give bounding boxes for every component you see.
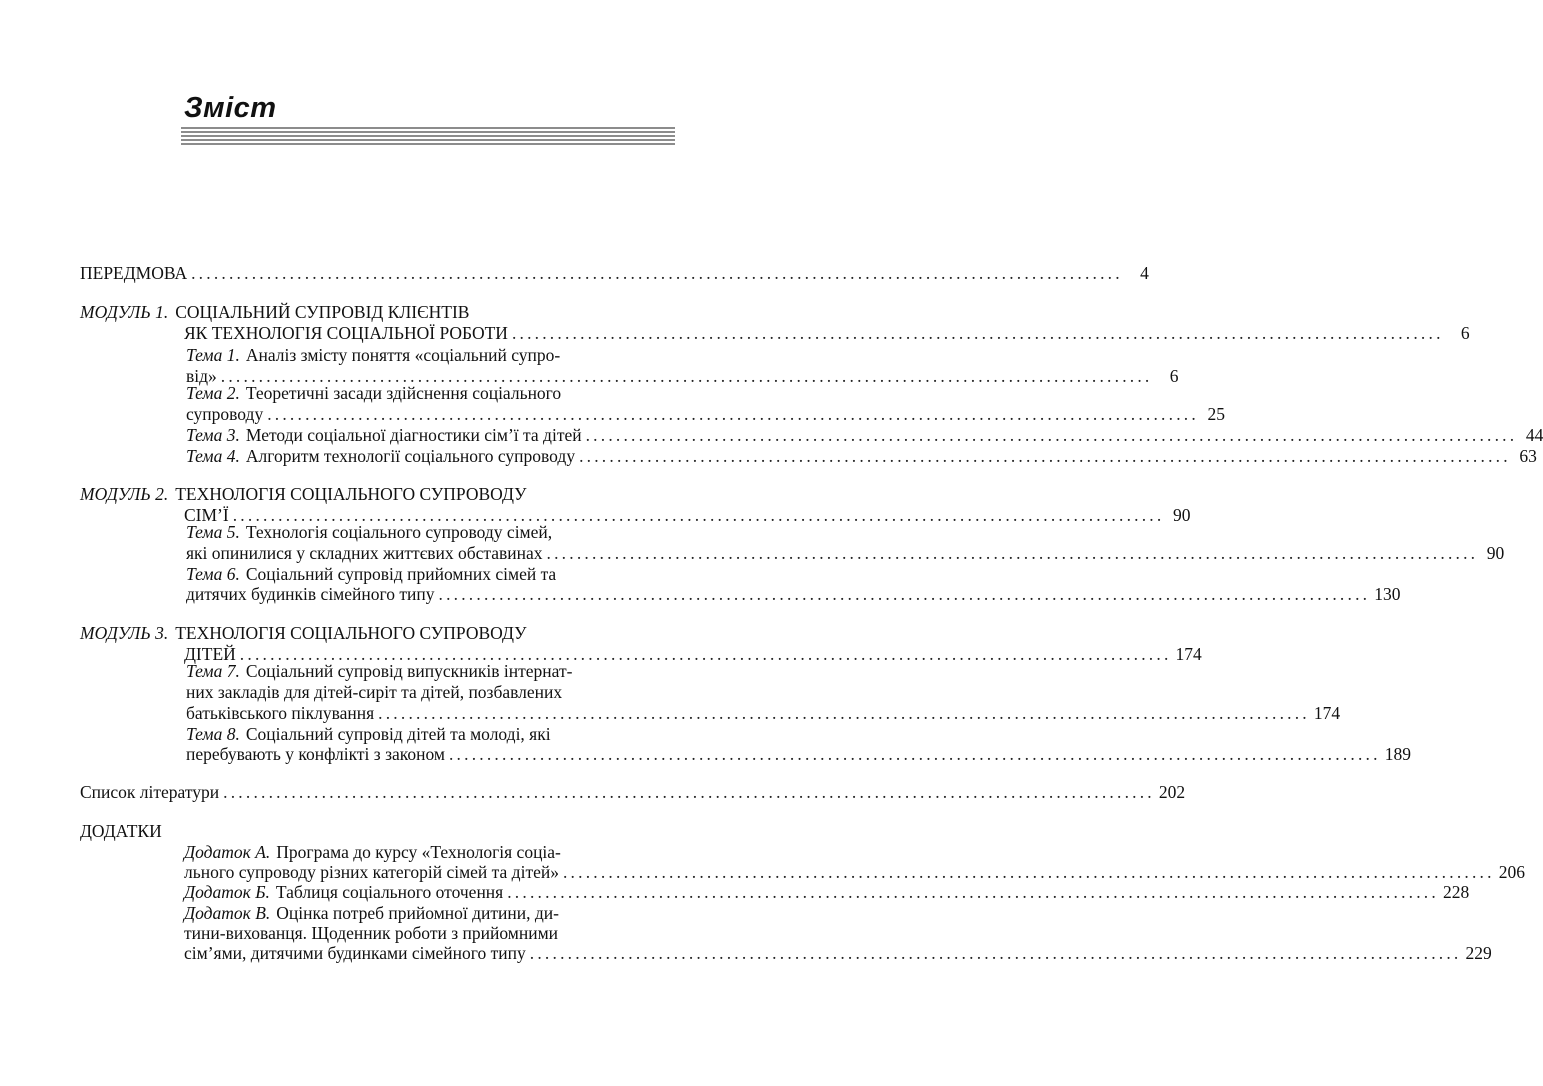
page-number: 25 <box>1207 404 1225 424</box>
leader-dots: ........................................................................................................................... <box>267 404 1199 424</box>
topic-title: Аналіз змісту поняття «соціальний супро- <box>245 345 561 365</box>
topic-title: Методи соціальної діагностики сім’ї та дітей <box>245 425 582 445</box>
toc-topic-8[interactable] <box>186 723 670 745</box>
topic-label: Тема 4. <box>186 446 240 466</box>
topic-title: Алгоритм технології соціального супроводу <box>245 446 576 466</box>
toc-entry-text: Список літератури <box>80 782 220 802</box>
toc-module-1-title-cont[interactable] <box>184 322 1470 344</box>
leader-dots: ........................................................................................................................... <box>507 882 1439 902</box>
toc-appendix-a[interactable] <box>184 841 670 863</box>
appendix-title: Програма до курсу «Технологія соціа- <box>276 842 561 862</box>
toc-topic-5[interactable] <box>186 521 670 543</box>
appendix-title: Оцінка потреб прийомної дитини, ди- <box>276 903 559 923</box>
topic-title: батьківського піклування <box>186 703 375 723</box>
toc-topic-7-cont2[interactable] <box>186 702 1341 724</box>
page-number: 174 <box>1175 644 1202 664</box>
toc-module-2-heading[interactable] <box>80 483 670 505</box>
leader-dots: ........................................................................................................................... <box>220 366 1153 386</box>
module-label: МОДУЛЬ 1. <box>80 302 169 322</box>
module-title: СОЦІАЛЬНИЙ СУПРОВІД КЛІЄНТІВ <box>175 302 470 322</box>
topic-title: перебувають у конфлікті з законом <box>186 744 445 764</box>
appendix-title: сім’ями, дитячими будинками сімейного типу <box>184 943 526 963</box>
title-underline-rules <box>181 127 675 147</box>
page-number: 4 <box>1140 263 1149 283</box>
toc-topic-1[interactable] <box>186 344 670 366</box>
page-number: 6 <box>1169 366 1179 386</box>
toc-module-1-heading[interactable] <box>80 301 670 323</box>
toc-appendix-v-cont[interactable] <box>184 922 670 944</box>
topic-label: Тема 3. <box>186 425 240 445</box>
topic-label: Тема 6. <box>186 564 240 584</box>
toc-appendix-a-cont[interactable] <box>184 861 1525 883</box>
topic-label: Тема 8. <box>186 724 240 744</box>
leader-dots: ........................................................................................................................... <box>448 744 1381 764</box>
page-number: 44 <box>1525 425 1543 445</box>
leader-dots: ........................................................................................................................... <box>562 862 1495 882</box>
appendix-title: льного супроводу різних категорій сімей та дітей» <box>184 862 559 882</box>
leader-dots: ........................................................................................................................... <box>579 446 1511 466</box>
toc-topic-8-cont[interactable] <box>186 743 1411 765</box>
leader-dots: ........................................................................................................................... <box>239 644 1172 664</box>
topic-title: які опинилися у складних життєвих обставинах <box>186 543 543 563</box>
page-number: 229 <box>1465 943 1492 963</box>
page-number: 228 <box>1442 882 1470 902</box>
toc-module-3-heading[interactable] <box>80 622 670 644</box>
toc-topic-7-cont[interactable] <box>186 681 670 703</box>
toc-entry-preface[interactable] <box>80 262 1149 284</box>
leader-dots: ........................................................................................................................... <box>438 584 1371 604</box>
topic-title: супроводу <box>186 404 264 424</box>
toc-topic-7[interactable] <box>186 660 670 682</box>
appendix-label: Додаток Б. <box>184 882 270 902</box>
leader-dots: ........................................................................................................................... <box>378 703 1310 723</box>
appendix-label: Додаток А. <box>184 842 271 862</box>
appendix-title: тини-вихованця. Щоденник роботи з прийомними <box>184 923 559 943</box>
leader-dots: ........................................................................................................................... <box>546 543 1479 563</box>
toc-entry-references[interactable] <box>80 781 1186 803</box>
topic-title: від» <box>186 366 217 386</box>
page-number: 189 <box>1384 744 1411 764</box>
toc-topic-3[interactable] <box>186 424 1543 446</box>
module-title: ТЕХНОЛОГІЯ СОЦІАЛЬНОГО СУПРОВОДУ <box>175 623 527 643</box>
leader-dots: ........................................................................................................................... <box>232 505 1165 525</box>
module-title: ЯК ТЕХНОЛОГІЯ СОЦІАЛЬНОЇ РОБОТИ <box>184 323 508 343</box>
page-number: 90 <box>1486 543 1505 563</box>
module-label: МОДУЛЬ 2. <box>80 484 169 504</box>
page-number: 202 <box>1158 782 1186 802</box>
module-title: ТЕХНОЛОГІЯ СОЦІАЛЬНОГО СУПРОВОДУ <box>175 484 527 504</box>
page-number: 63 <box>1519 446 1537 466</box>
toc-appendix-v-cont2[interactable] <box>184 942 1492 964</box>
toc-topic-2[interactable] <box>186 382 670 404</box>
toc-topic-4[interactable] <box>186 445 1537 467</box>
appendices-title: ДОДАТКИ <box>80 821 162 841</box>
toc-appendices-heading[interactable] <box>80 820 670 842</box>
toc-appendix-v[interactable] <box>184 902 670 924</box>
toc-topic-5-cont[interactable] <box>186 542 1505 564</box>
topic-title: Соціальний супровід дітей та молоді, які <box>245 724 551 744</box>
leader-dots: ........................................................................................................................... <box>585 425 1518 445</box>
topic-title: Теоретичні засади здійснення соціального <box>245 383 562 403</box>
page-number: 6 <box>1460 323 1470 343</box>
topic-label: Тема 1. <box>186 345 240 365</box>
toc-topic-2-cont[interactable] <box>186 403 1225 425</box>
leader-dots: ........................................................................................................................... <box>511 323 1444 343</box>
leader-dots: ........................................................................................................................... <box>529 943 1462 963</box>
leader-dots: ........................................................................................................................... <box>223 782 1155 802</box>
topic-label: Тема 2. <box>186 383 240 403</box>
page-number: 206 <box>1498 862 1525 882</box>
topic-title: Соціальний супровід прийомних сімей та <box>245 564 557 584</box>
toc-entry-text: ПЕРЕДМОВА <box>80 263 188 283</box>
page-number: 174 <box>1313 703 1341 723</box>
leader-dots: ........................................................................................................................... <box>191 263 1123 283</box>
topic-title: них закладів для дітей-сиріт та дітей, позбавлених <box>186 682 563 702</box>
appendix-title: Таблиця соціального оточення <box>275 882 504 902</box>
module-title: ДІТЕЙ <box>184 644 236 664</box>
module-title: СІМ’Ї <box>184 505 229 525</box>
topic-label: Тема 7. <box>186 661 240 681</box>
toc-topic-6-cont[interactable] <box>186 583 1401 605</box>
toc-appendix-b[interactable] <box>184 881 1470 903</box>
topic-title: Соціальний супровід випускників інтернат- <box>245 661 573 681</box>
toc-topic-6[interactable] <box>186 563 670 585</box>
topic-title: дитячих будинків сімейного типу <box>186 584 435 604</box>
page-title: Зміст <box>184 92 277 124</box>
module-label: МОДУЛЬ 3. <box>80 623 169 643</box>
appendix-label: Додаток В. <box>184 903 271 923</box>
topic-title: Технологія соціального супроводу сімей, <box>245 522 553 542</box>
page-number: 90 <box>1172 505 1191 525</box>
topic-label: Тема 5. <box>186 522 240 542</box>
page-number: 130 <box>1374 584 1401 604</box>
